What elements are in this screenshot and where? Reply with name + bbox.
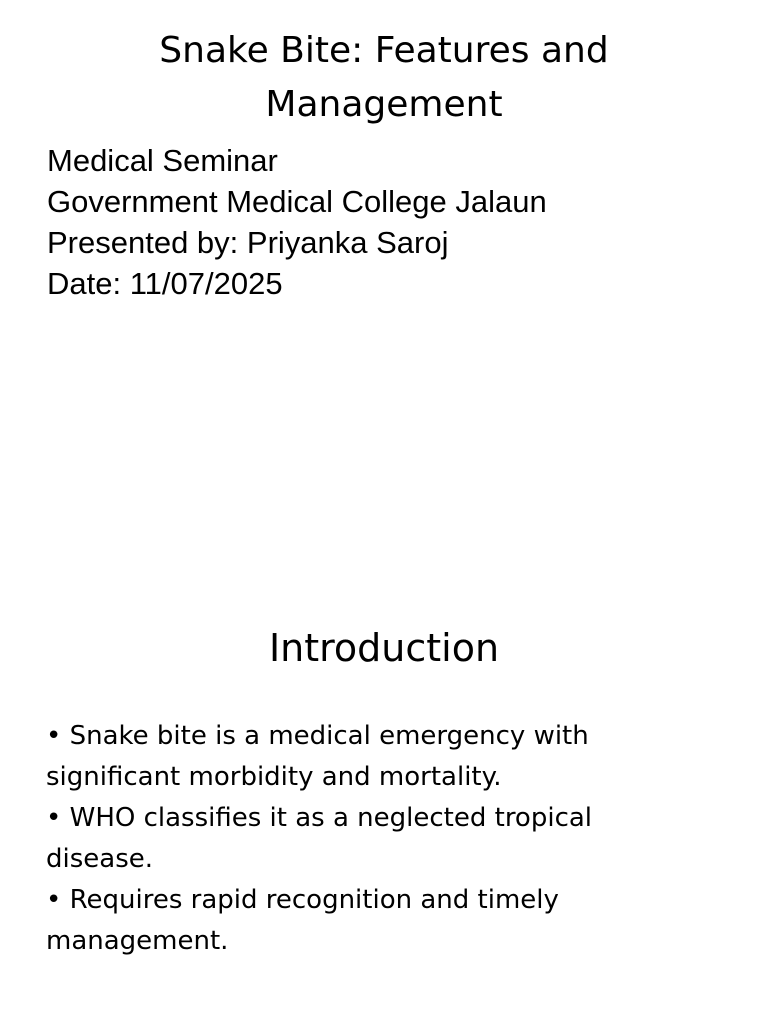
date-line: Date: 11/07/2025 [47,266,283,301]
bullet-text: Snake bite is a medical emergency with significant morbidity and mortality. [46,721,589,792]
introduction-heading: Introduction [268,626,500,670]
subtitle-block [47,140,727,304]
bullet-item [46,716,646,798]
bullet-item [46,880,646,962]
slide-title-heading: Snake Bite: Features and Management [159,30,609,125]
bullet-text: Requires rapid recognition and timely management. [46,885,559,956]
bullet-icon: • [46,721,62,751]
bullet-icon: • [46,803,62,833]
college-name: Government Medical College Jalaun [47,184,547,219]
seminar-label: Medical Seminar [47,143,278,178]
presenter-line: Presented by: Priyanka Saroj [47,225,449,260]
slide-introduction [0,512,768,1024]
bullet-list [46,716,646,962]
bullet-item [46,798,646,880]
bullet-text: WHO classifies it as a neglected tropical disease. [46,803,593,874]
bullet-icon: • [46,885,62,915]
